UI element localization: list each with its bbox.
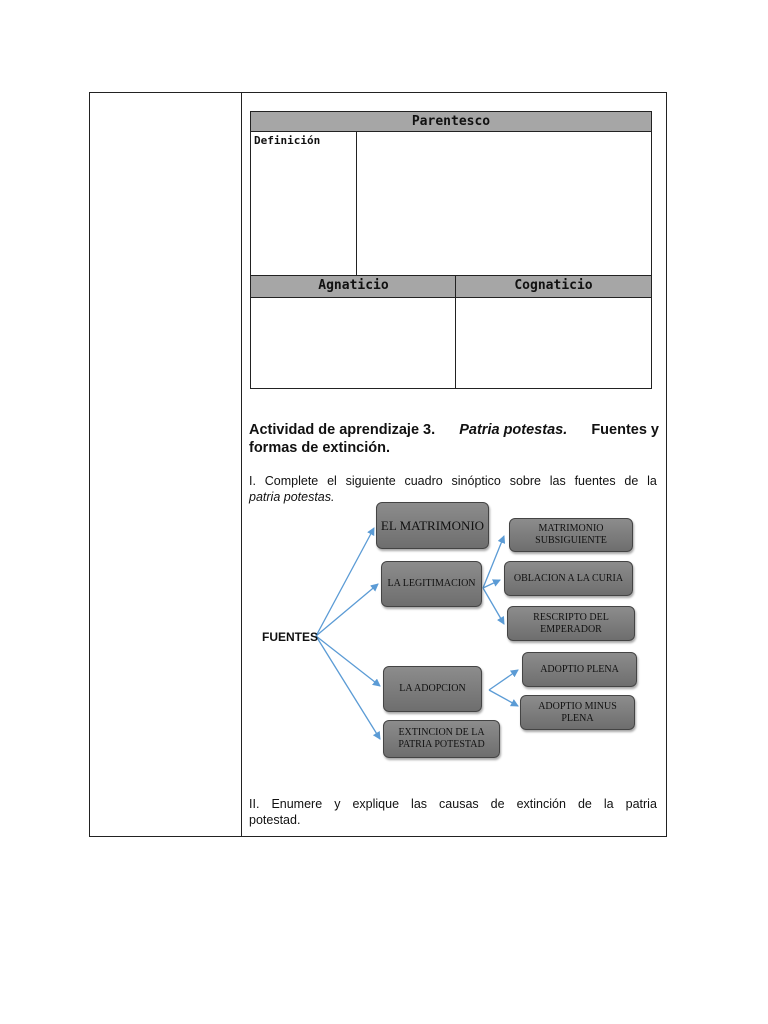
- instruction-1-line2: patria potestas.: [249, 490, 335, 504]
- word: cuadro: [404, 474, 443, 488]
- fuentes-label: FUENTES: [262, 630, 319, 644]
- box-rescripto: RESCRIPTO DEL EMPERADOR: [507, 606, 635, 641]
- box-adopcion: LA ADOPCION: [383, 666, 482, 712]
- box-oblacion: OBLACION A LA CURIA: [504, 561, 633, 596]
- activity-title-line2: formas de extinción.: [249, 440, 391, 456]
- word: sinóptico: [451, 474, 501, 488]
- instruction-2-line1: [249, 796, 657, 812]
- word: causas: [439, 797, 479, 811]
- instruction-2-line2: potestad.: [249, 813, 301, 827]
- agnaticio-header: Agnaticio: [251, 275, 456, 298]
- word: de: [577, 797, 592, 811]
- word: II.: [249, 797, 260, 811]
- box-matrimonio-subsiguiente: MATRIMONIO SUBSIGUIENTE: [509, 518, 633, 552]
- word: de: [624, 474, 639, 488]
- word: de: [490, 797, 505, 811]
- box-adoptio-plena: ADOPTIO PLENA: [522, 652, 637, 687]
- word: Complete: [264, 474, 319, 488]
- word: explique: [352, 797, 400, 811]
- activity-title-italic: Patria potestas.: [459, 422, 568, 438]
- parentesco-header: Parentesco: [251, 112, 651, 132]
- cognaticio-header: Cognaticio: [456, 275, 651, 298]
- word: Enumere: [271, 797, 323, 811]
- word: sobre: [509, 474, 541, 488]
- word: I.: [249, 474, 256, 488]
- box-matrimonio: EL MATRIMONIO: [376, 502, 489, 549]
- activity-title-tail: Fuentes y: [591, 422, 659, 438]
- instruction-2: [249, 796, 657, 828]
- activity-title-text: Actividad de aprendizaje 3.: [249, 422, 436, 438]
- word: y: [334, 797, 341, 811]
- box-extincion: EXTINCION DE LA PATRIA POTESTAD: [383, 720, 500, 758]
- word: siguiente: [345, 474, 396, 488]
- word: fuentes: [574, 474, 616, 488]
- definicion-label: Definición: [254, 134, 321, 147]
- word: la: [647, 474, 657, 488]
- word: la: [603, 797, 614, 811]
- word: las: [549, 474, 566, 488]
- box-adoptio-minus-plena: ADOPTIO MINUS PLENA: [520, 695, 635, 730]
- word: el: [327, 474, 337, 488]
- word: las: [411, 797, 428, 811]
- word: extinción: [516, 797, 566, 811]
- box-legitimacion: LA LEGITIMACION: [381, 561, 482, 607]
- word: patria: [625, 797, 657, 811]
